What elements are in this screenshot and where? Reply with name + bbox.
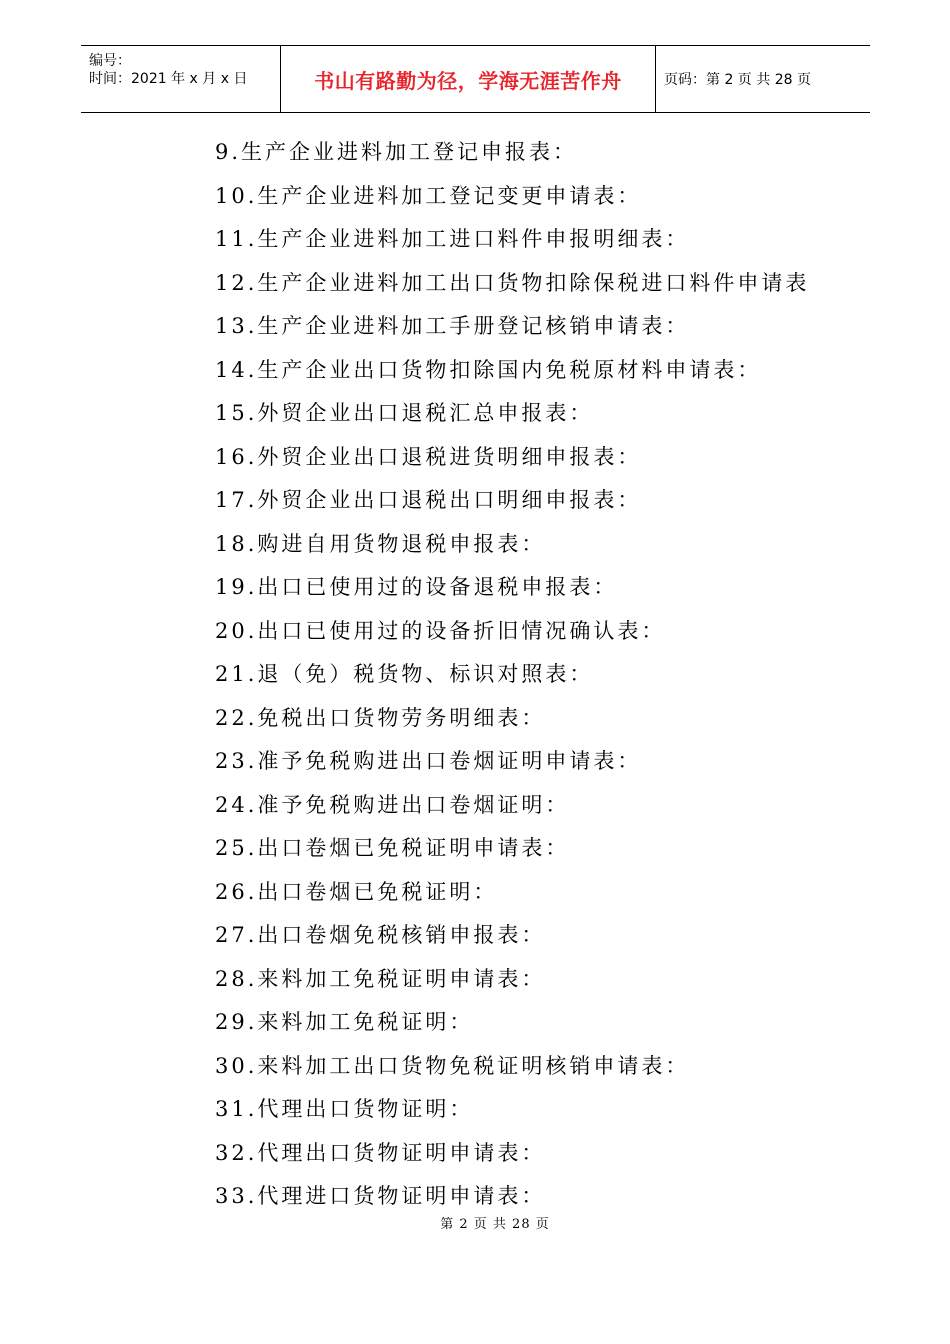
list-item: 12.生产企业进料加工出口货物扣除保税进口料件申请表 (215, 270, 810, 295)
list-item: 19.出口已使用过的设备退税申报表： (215, 575, 618, 599)
list-item: 11.生产企业进料加工进口料件申报明细表： (215, 227, 690, 251)
list-item: 30.来料加工出口货物免税证明核销申请表： (215, 1053, 690, 1078)
list-item: 17.外贸企业出口退税出口明细申报表： (215, 488, 642, 512)
list-item: 18.购进自用货物退税申报表： (215, 531, 546, 556)
list-item: 27.出口卷烟免税核销申报表： (215, 923, 546, 947)
page-header (81, 45, 870, 113)
list-item: 20.出口已使用过的设备折旧情况确认表： (215, 618, 666, 643)
list-item: 13.生产企业进料加工手册登记核销申请表： (215, 314, 690, 338)
list-item: 16.外贸企业出口退税进货明细申报表： (215, 444, 642, 469)
list-item: 10.生产企业进料加工登记变更申请表： (215, 183, 642, 208)
list-item: 22.免税出口货物劳务明细表： (215, 705, 546, 730)
header-slogan: 书山有路勤为径，学海无涯苦作舟 (281, 46, 656, 112)
list-item: 14.生产企业出口货物扣除国内免税原材料申请表： (215, 357, 762, 382)
list-item: 15.外贸企业出口退税汇总申报表： (215, 401, 594, 425)
list-item: 31.代理出口货物证明： (215, 1097, 474, 1121)
document-number-label: 编号： (89, 53, 131, 69)
document-time-label: 时间：2021 年 x 月 x 日 (89, 71, 248, 87)
form-list (215, 131, 855, 1219)
list-item: 29.来料加工免税证明： (215, 1010, 474, 1034)
list-item: 21.退（免）税货物、标识对照表： (215, 662, 594, 686)
list-item: 9.生产企业进料加工登记申报表： (215, 140, 578, 164)
list-item: 23.准予免税购进出口卷烟证明申请表： (215, 749, 642, 773)
list-item: 32.代理出口货物证明申请表： (215, 1140, 546, 1165)
header-page-number: 页码：第 2 页 共 28 页 (664, 72, 811, 88)
page-footer: 第 2 页 共 28 页 (440, 1217, 550, 1232)
list-item: 24.准予免税购进出口卷烟证明： (215, 792, 570, 817)
list-item: 25.出口卷烟已免税证明申请表： (215, 836, 570, 860)
header-meta (81, 46, 281, 112)
list-item: 26.出口卷烟已免税证明： (215, 879, 498, 904)
list-item: 33.代理进口货物证明申请表： (215, 1184, 546, 1208)
list-item: 28.来料加工免税证明申请表： (215, 966, 546, 991)
